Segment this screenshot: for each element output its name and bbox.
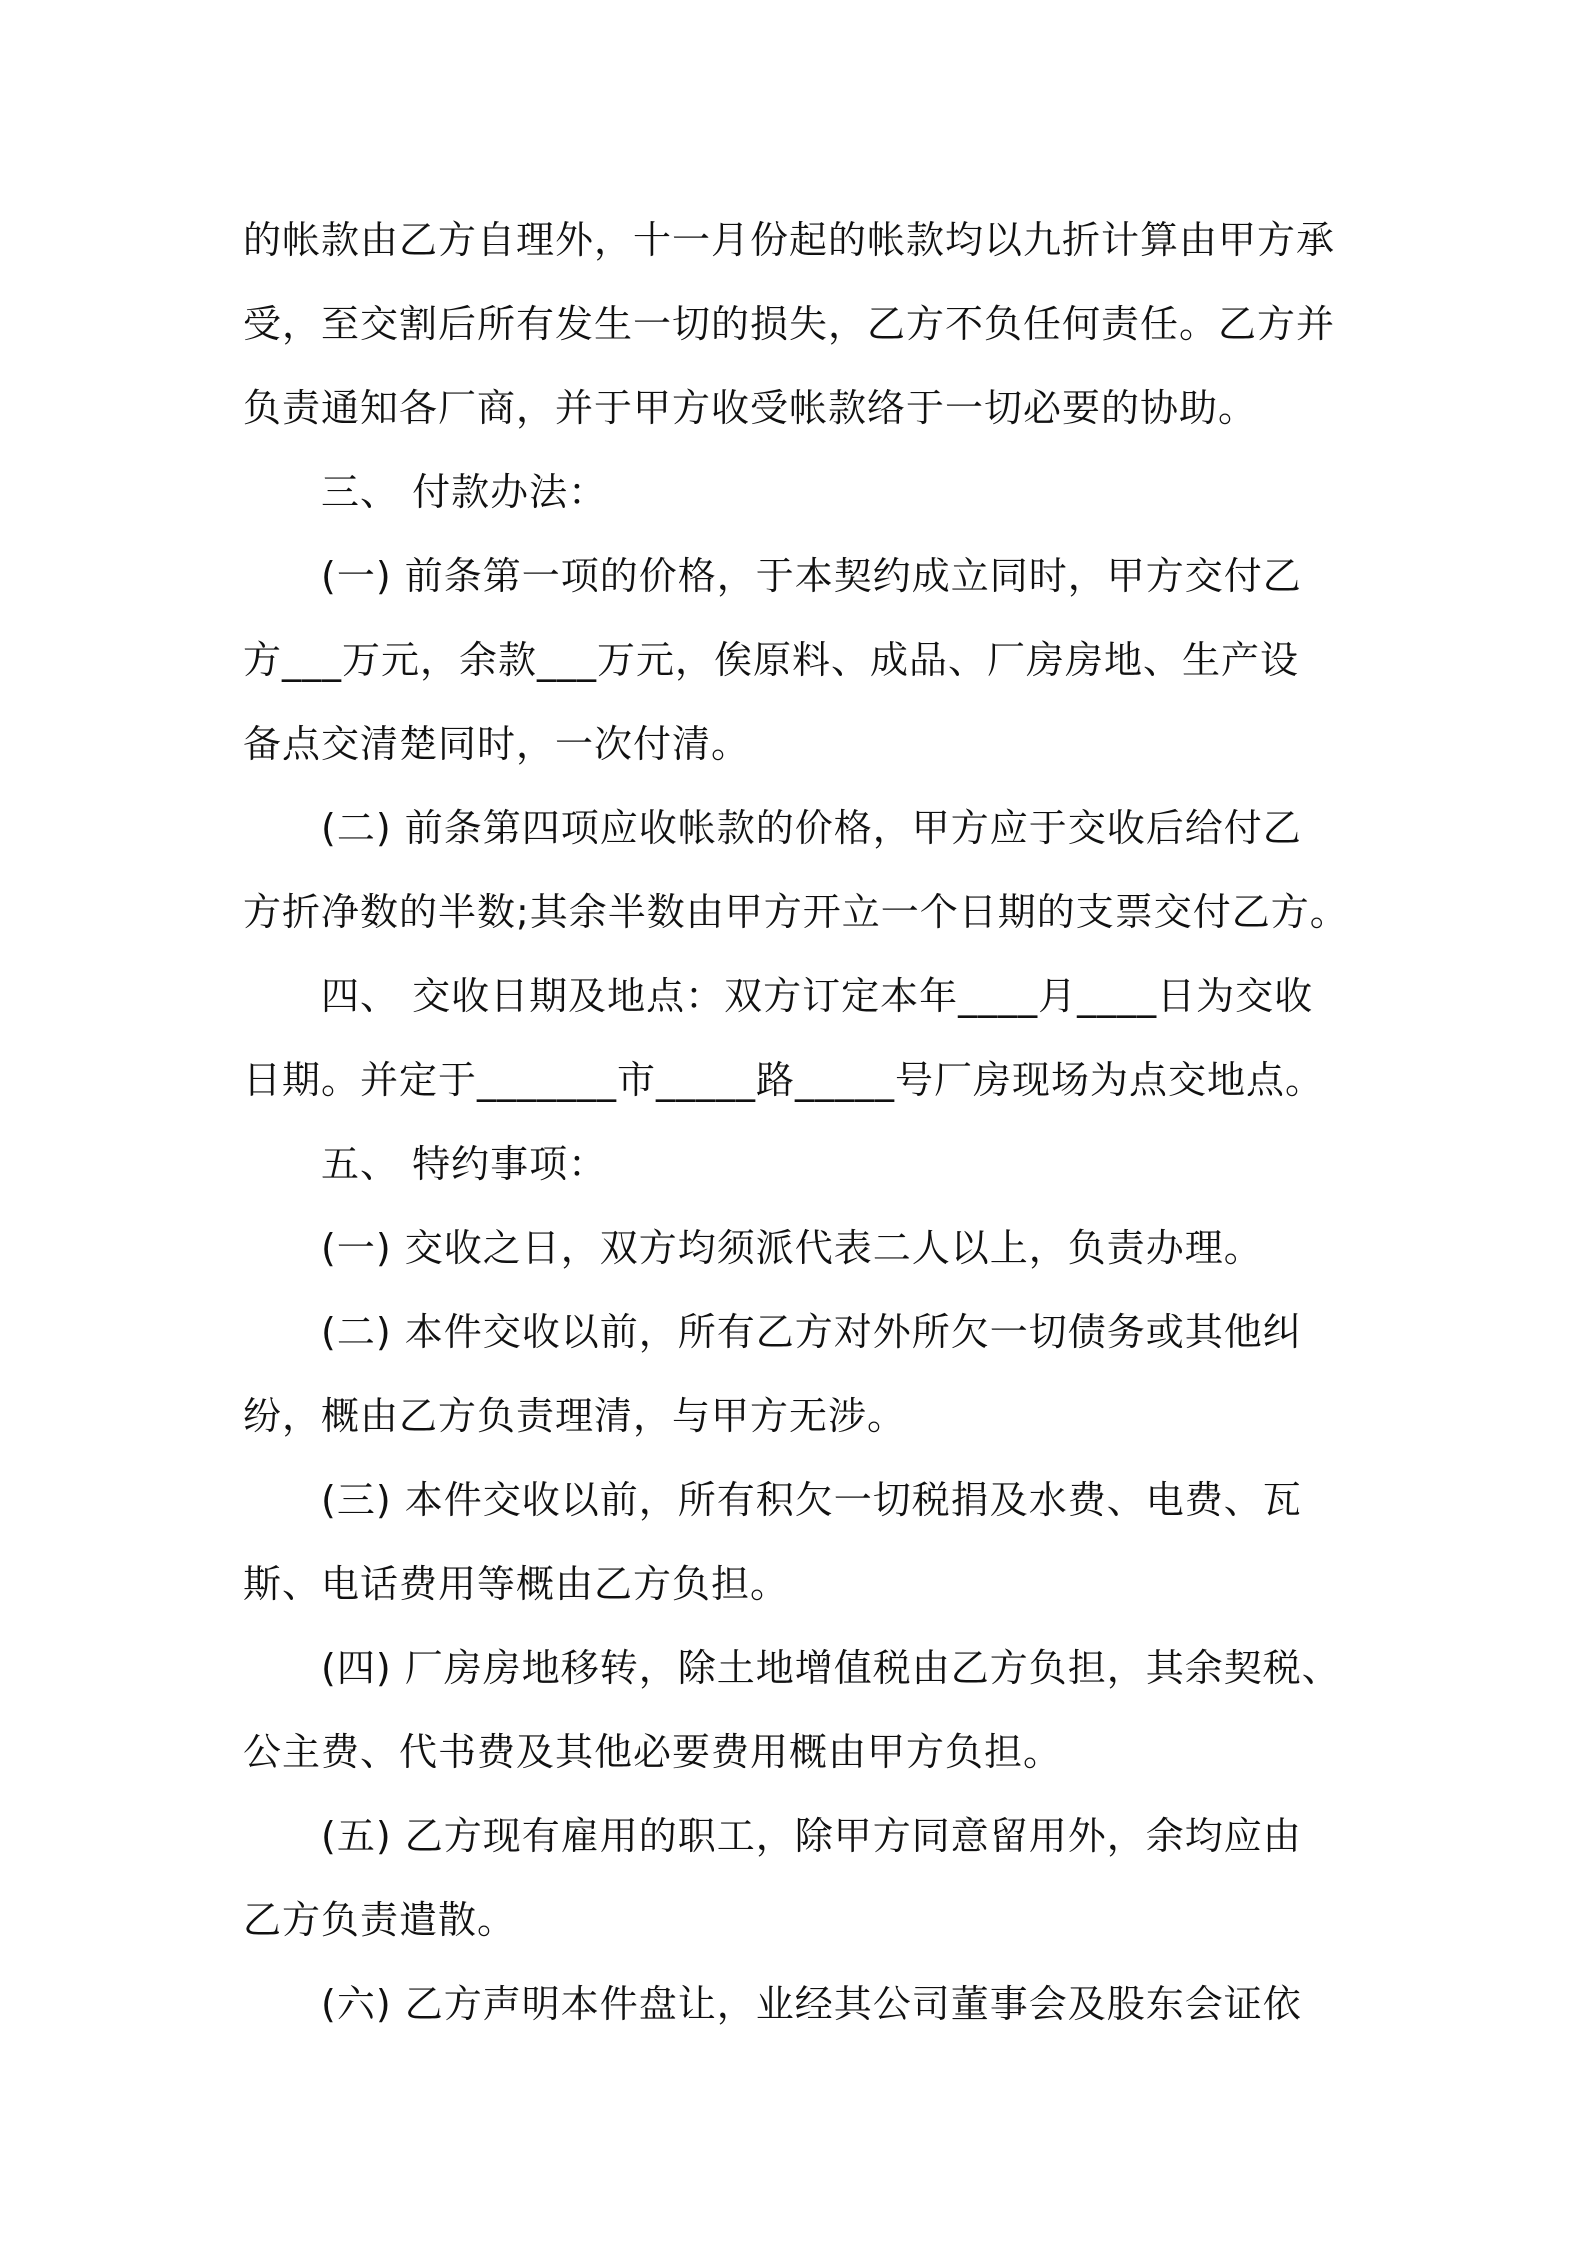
- clause-special-6: (六) 乙方声明本件盘让，业经其公司董事会及股东会证依: [321, 1982, 1302, 2026]
- clause-special-3: (三) 本件交收以前，所有积欠一切税捐及水费、电费、瓦: [321, 1478, 1302, 1522]
- section-heading-payment: 三、 付款办法：: [321, 470, 608, 514]
- section-heading-special-terms: 五、 特约事项：: [321, 1142, 608, 1186]
- text-line-continuation: 斯、电话费用等概由乙方负担。: [243, 1562, 790, 1606]
- document-body: [243, 198, 1363, 2046]
- clause-special-2: (二) 本件交收以前，所有乙方对外所欠一切债务或其他纠: [321, 1310, 1302, 1354]
- text-line-continuation: 负责通知各厂商，并于甲方收受帐款络于一切必要的协助。: [243, 386, 1258, 430]
- text-line-continuation: 乙方负责遣散。: [243, 1898, 517, 1942]
- text-line-continuation: 日期。并定于_______市_____路_____号厂房现场为点交地点。: [243, 1058, 1325, 1102]
- clause-special-4: (四) 厂房房地移转，除土地增值税由乙方负担，其余契税、: [321, 1646, 1341, 1690]
- text-line-continuation: 受，至交割后所有发生一切的损失，乙方不负任何责任。乙方并: [243, 302, 1336, 346]
- text-line-continuation: 备点交清楚同时，一次付清。: [243, 722, 751, 766]
- text-line-continuation: 纷，概由乙方负责理清，与甲方无涉。: [243, 1394, 907, 1438]
- text-line-continuation: 方折净数的半数;其余半数由甲方开立一个日期的支票交付乙方。: [243, 890, 1349, 934]
- clause-special-5: (五) 乙方现有雇用的职工，除甲方同意留用外，余均应由: [321, 1814, 1302, 1858]
- clause-payment-1: (一) 前条第一项的价格，于本契约成立同时，甲方交付乙: [321, 554, 1302, 598]
- text-line-continuation: 方___万元，余款___万元，俟原料、成品、厂房房地、生产设: [243, 638, 1300, 682]
- section-heading-delivery-date-place: 四、 交收日期及地点：双方订定本年____月____日为交收: [321, 974, 1314, 1018]
- text-line-continuation: 的帐款由乙方自理外，十一月份起的帐款均以九折计算由甲方承: [243, 218, 1336, 262]
- text-line-continuation: 公主费、代书费及其他必要费用概由甲方负担。: [243, 1730, 1063, 1774]
- clause-payment-2: (二) 前条第四项应收帐款的价格，甲方应于交收后给付乙: [321, 806, 1302, 850]
- clause-special-1: (一) 交收之日，双方均须派代表二人以上，负责办理。: [321, 1226, 1263, 1270]
